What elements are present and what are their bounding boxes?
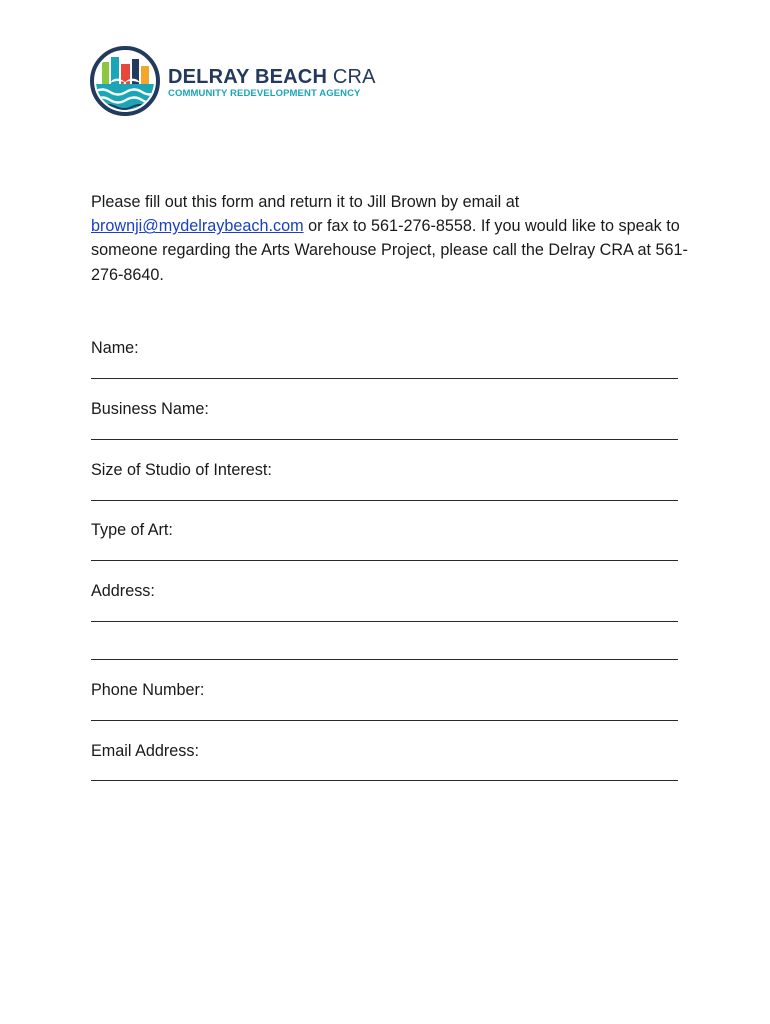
name-line[interactable] — [91, 378, 678, 379]
studio-size-line[interactable] — [91, 500, 678, 501]
email-label: Email Address: — [91, 742, 199, 760]
logo-tagline: COMMUNITY REDEVELOPMENT AGENCY — [168, 88, 361, 99]
address-label: Address: — [91, 582, 155, 600]
business-name-label: Business Name: — [91, 400, 209, 418]
email-link[interactable]: brownji@mydelraybeach.com — [91, 217, 304, 236]
address-line-2[interactable] — [91, 659, 678, 660]
studio-size-label: Size of Studio of Interest: — [91, 461, 272, 479]
art-type-label: Type of Art: — [91, 521, 173, 539]
email-line[interactable] — [91, 780, 678, 781]
address-line-1[interactable] — [91, 621, 678, 622]
delray-beach-cra-logo — [90, 46, 390, 118]
phone-label: Phone Number: — [91, 681, 205, 699]
phone-line[interactable] — [91, 720, 678, 721]
business-name-line[interactable] — [91, 439, 678, 440]
intro-paragraph: Please fill out this form and return it to Jill Brown by email at brownji@mydelraybeach.com or fax to 561-276-8558. If you would like to speak to someone regarding the Arts Warehouse Project, please call the Delray CRA at 561-276-8640. — [91, 193, 688, 284]
name-label: Name: — [91, 339, 139, 357]
logo-title: DELRAY BEACH CRA — [168, 66, 376, 88]
cra-emblem-icon — [90, 46, 160, 116]
art-type-line[interactable] — [91, 560, 678, 561]
